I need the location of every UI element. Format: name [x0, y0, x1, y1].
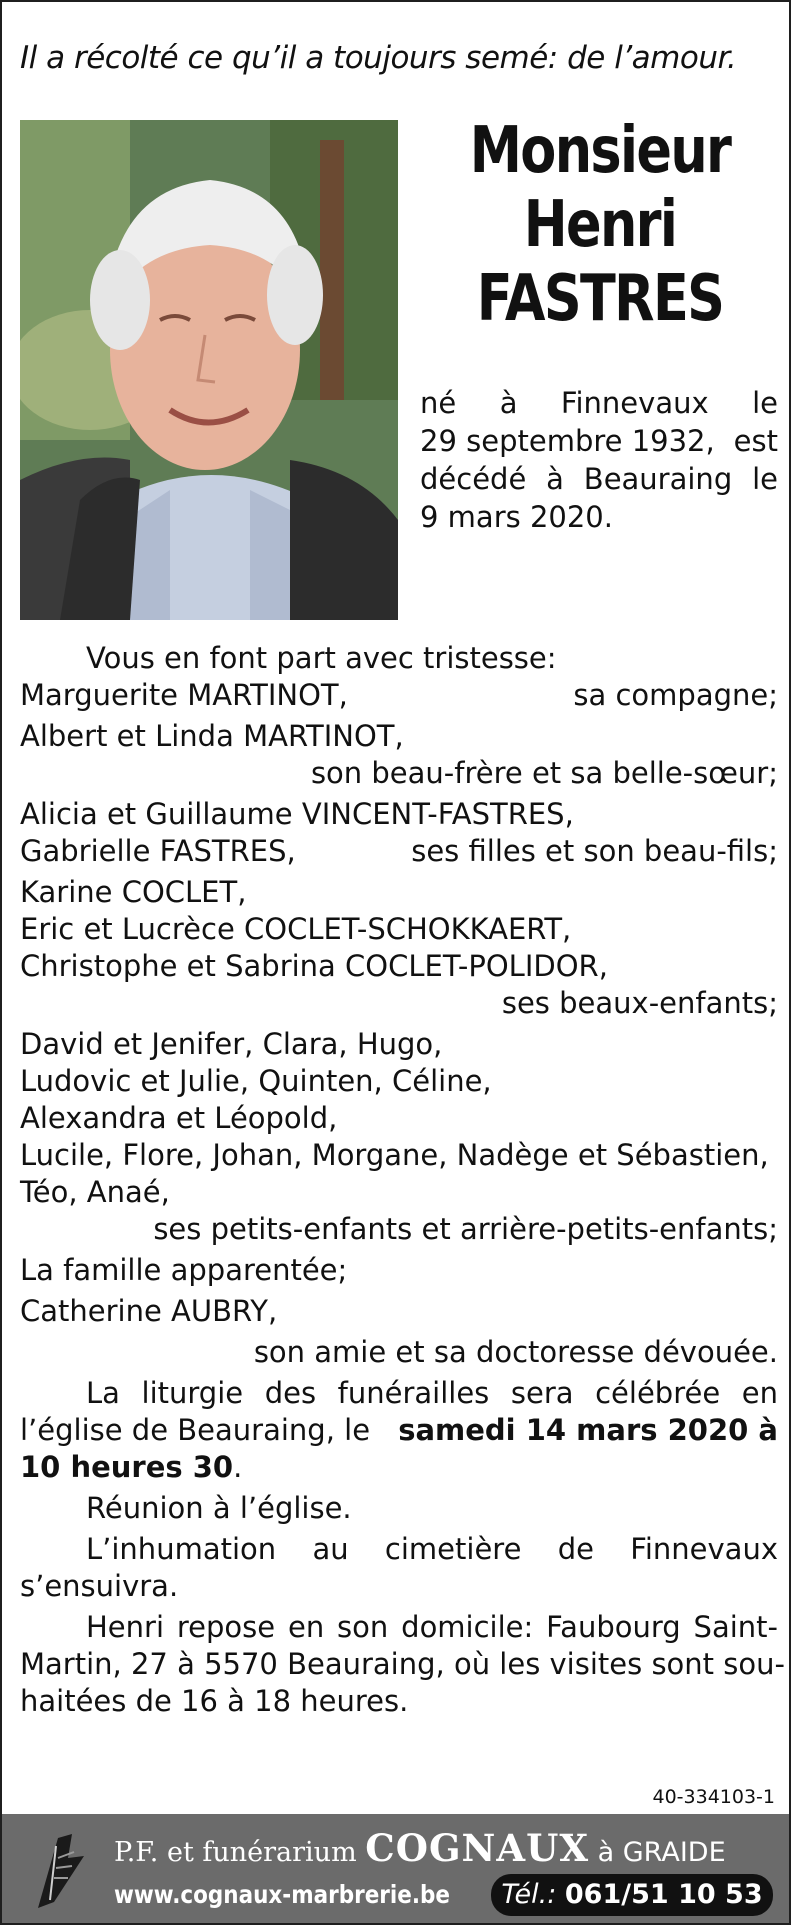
death-place: Beauraing — [583, 462, 733, 496]
epigraph: Il a récolté ce qu’il a toujours semé: de l’amour. — [20, 40, 737, 76]
visitation-paragraph — [20, 1609, 778, 1646]
relative-name: Eric et Lucrèce COCLET-SCHOKKAERT, — [20, 912, 572, 946]
relative-name: Albert et Linda MARTINOT, — [20, 719, 404, 753]
ceremony-paragraph — [20, 1375, 778, 1412]
relative-name: Ludovic et Julie, Quinten, Céline, — [20, 1064, 492, 1098]
gathering-note: Réunion à l’église. — [86, 1491, 352, 1525]
relative-name: Marguerite MARTINOT, — [20, 678, 348, 712]
visitation-paragraph — [20, 1646, 785, 1683]
death-word: décédé — [420, 462, 527, 496]
relative-entry — [20, 677, 778, 714]
ceremony-date: samedi 14 mars 2020 à — [398, 1413, 778, 1447]
relative-relation: sa compagne; — [573, 678, 778, 712]
birth-word: le — [752, 386, 778, 420]
relative-name: Karine COCLET, — [20, 875, 247, 909]
birth-date: 29 septembre 1932, — [420, 424, 715, 458]
website-link[interactable]: www.cognaux-marbrerie.be — [114, 1880, 450, 1909]
death-word: à — [546, 462, 564, 496]
relative-entry — [20, 833, 778, 870]
funeral-home-place: à GRAIDE — [589, 1837, 726, 1868]
phone-label: Tél.: — [501, 1879, 565, 1910]
funeral-home-name — [114, 1826, 774, 1870]
death-word: le — [752, 462, 778, 496]
intro-line: Vous en font part avec tristesse: — [86, 641, 557, 675]
honorific: Monsieur — [469, 114, 731, 188]
funeral-home-prefix: P.F. et funérarium — [114, 1837, 366, 1868]
relative-name: Téo, Anaé, — [20, 1175, 170, 1209]
burial-text: s’ensuivra. — [20, 1569, 179, 1603]
burial-paragraph — [20, 1531, 778, 1568]
phone-badge[interactable] — [491, 1874, 773, 1916]
ceremony-paragraph — [20, 1449, 778, 1486]
relative-relation: son beau-frère et sa belle-sœur; — [310, 756, 778, 790]
reference-number: 40-334103-1 — [652, 1786, 775, 1808]
relative-name: Catherine AUBRY, — [20, 1294, 278, 1328]
relative-name: Lucile, Flore, Johan, Morgane, Nadège et Sébastien, — [20, 1138, 769, 1172]
phone-number[interactable]: 061/51 10 53 — [564, 1879, 763, 1910]
deceased-name — [452, 114, 747, 336]
burial-text: L’inhumation au cimetière de Finnevaux — [86, 1532, 778, 1566]
visitation-text: Henri repose en son domicile: Faubourg Saint- — [86, 1610, 778, 1644]
funeral-home-footer — [2, 1814, 789, 1923]
first-name: Henri — [523, 188, 677, 262]
ceremony-paragraph — [20, 1412, 778, 1449]
relative-name: David et Jenifer, Clara, Hugo, — [20, 1027, 443, 1061]
feather-logo-icon — [28, 1828, 98, 1912]
visitation-text: Martin, 27 à 5570 Beauraing, où les visites sont sou- — [20, 1647, 785, 1681]
birth-word: à — [499, 386, 518, 420]
ceremony-time: 10 heures 30 — [20, 1450, 234, 1484]
death-date: 9 mars 2020. — [420, 500, 613, 534]
birth-word: est — [733, 424, 778, 458]
visitation-text: haitées de 16 à 18 heures. — [20, 1684, 409, 1718]
relative-relation: ses filles et son beau-fils; — [411, 834, 778, 868]
last-name: FASTRES — [476, 262, 724, 336]
ceremony-text: La liturgie des funérailles sera célébrée en — [86, 1376, 778, 1410]
relative-name: Gabrielle FASTRES, — [20, 834, 296, 868]
relative-name: Christophe et Sabrina COCLET-POLIDOR, — [20, 949, 608, 983]
relative-entry: La famille apparentée; — [20, 1253, 348, 1287]
relative-relation: son amie et sa doctoresse dévouée. — [253, 1335, 778, 1369]
relative-relation: ses petits-enfants et arrière-petits-enfants; — [153, 1212, 778, 1246]
ceremony-text: . — [233, 1450, 243, 1484]
birth-place: Finnevaux — [560, 386, 709, 420]
relative-name: Alicia et Guillaume VINCENT-FASTRES, — [20, 797, 574, 831]
funeral-home-brand: COGNAUX — [365, 1826, 590, 1870]
relative-name: Alexandra et Léopold, — [20, 1101, 338, 1135]
announcement-body — [20, 640, 785, 1720]
birth-death-details — [420, 384, 778, 536]
birth-word: né — [420, 386, 457, 420]
portrait-photo — [20, 120, 398, 620]
ceremony-text: l’église de Beauraing, le — [20, 1413, 380, 1447]
relative-relation: ses beaux-enfants; — [501, 986, 778, 1020]
